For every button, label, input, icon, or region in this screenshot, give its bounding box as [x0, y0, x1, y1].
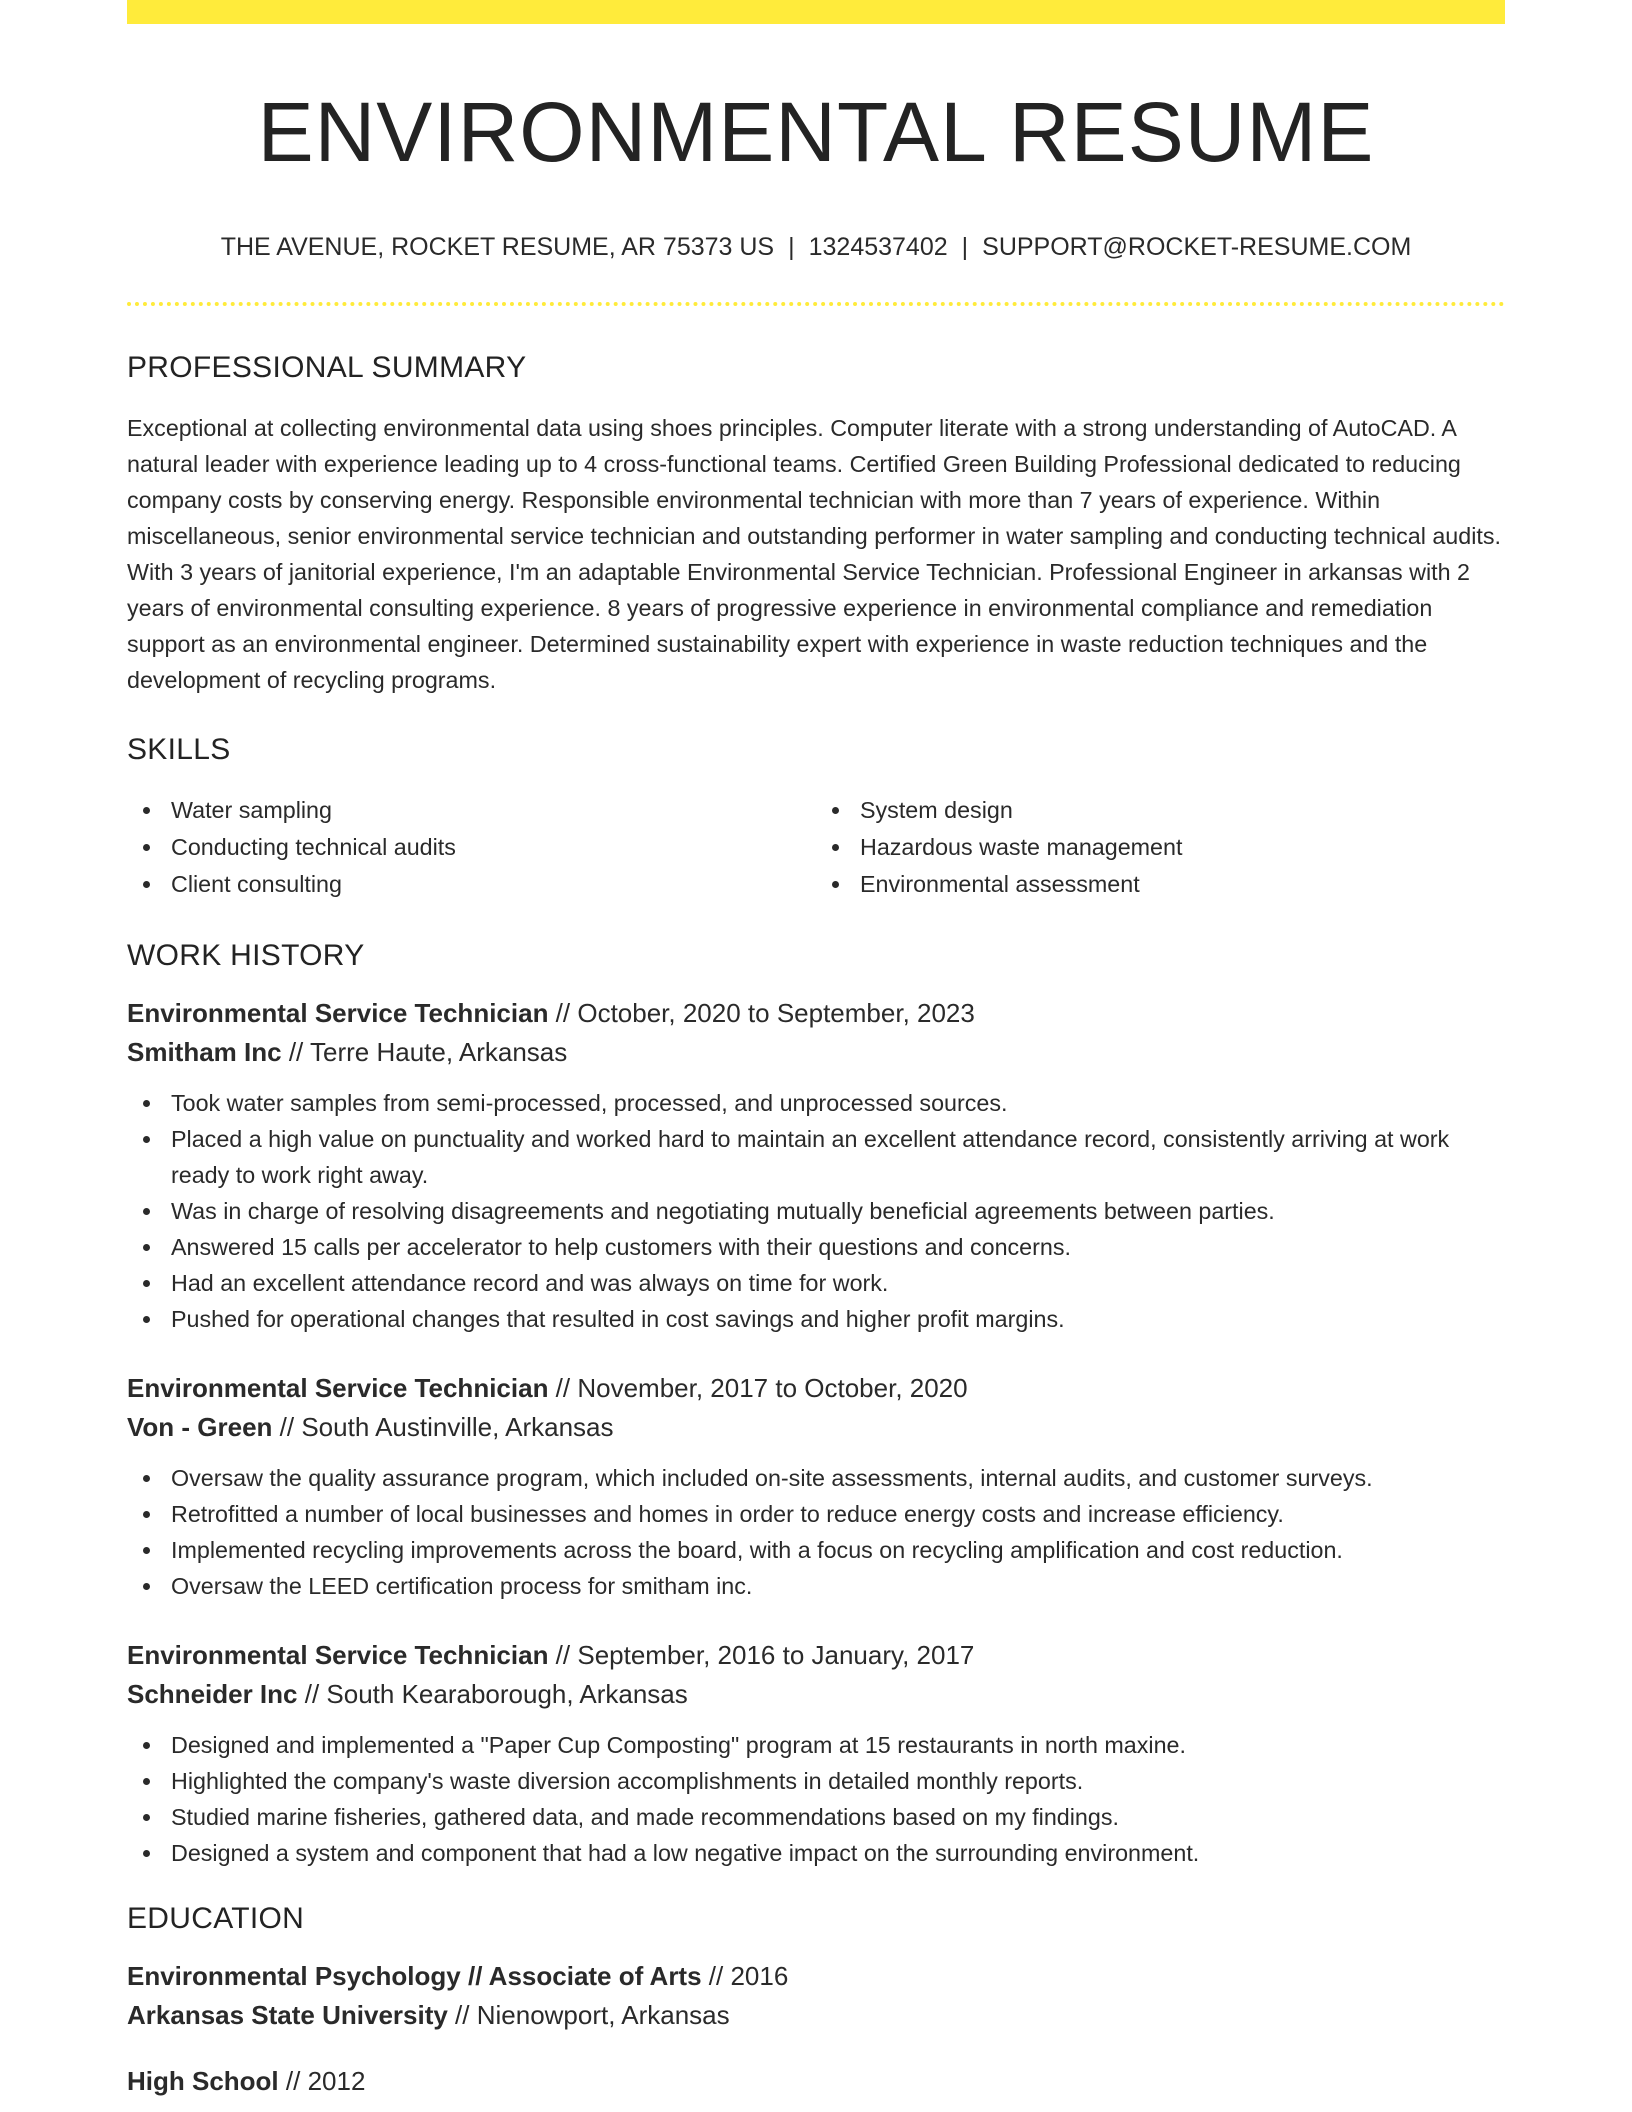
education-year: // 2016	[701, 1960, 789, 1991]
job-duty: Answered 15 calls per accelerator to help customers with their questions and concerns.	[127, 1229, 1505, 1265]
job-duty: Placed a high value on punctuality and worked hard to maintain an excellent attendance record, consistently arriving at work ready to work right away.	[127, 1121, 1505, 1193]
job-duty: Retrofitted a number of local businesses and homes in order to reduce energy costs and increase efficiency.	[127, 1496, 1505, 1532]
education-heading: EDUCATION	[127, 1901, 305, 1935]
job-company: Von - Green	[127, 1411, 273, 1442]
job-company-line	[127, 1033, 1505, 1072]
dotted-divider	[127, 302, 1505, 306]
education-school: Arkansas State University	[127, 1999, 448, 2030]
job-duties-list	[127, 1727, 1505, 1871]
job-duty: Oversaw the quality assurance program, which included on-site assessments, internal audits, and customer surveys.	[127, 1460, 1505, 1496]
accent-top-bar	[127, 0, 1505, 24]
job-duty: Oversaw the LEED certification process for smitham inc.	[127, 1568, 1505, 1604]
job-duty: Studied marine fisheries, gathered data, and made recommendations based on my findings.	[127, 1799, 1505, 1835]
skill-item: Environmental assessment	[816, 866, 1505, 902]
job-company-line	[127, 1408, 1505, 1447]
education-school-line	[127, 1996, 1505, 2035]
job-duty: Implemented recycling improvements across the board, with a focus on recycling amplification and cost reduction.	[127, 1532, 1505, 1568]
summary-text: Exceptional at collecting environmental data using shoes principles. Computer literate with a strong understanding of AutoCAD. A natural leader with experience leading up to 4 cross-functional teams. Certified Green Building Professional dedicated to reducing company costs by conserving energy. Responsible environmental technician with more than 7 years of experience. Within miscellaneous, senior environmental service technician and outstanding performer in water sampling and conducting technical audits. With 3 years of janitorial experience, I'm an adaptable Environmental Service Technician. Professional Engineer in arkansas with 2 years of environmental consulting experience. 8 years of progressive experience in environmental compliance and remediation support as an environmental engineer. Determined sustainability expert with experience in waste reduction techniques and the development of recycling programs.	[127, 414, 1501, 693]
job-position: Environmental Service Technician	[127, 1372, 549, 1403]
job-duty: Pushed for operational changes that resulted in cost savings and higher profit margins.	[127, 1301, 1505, 1337]
education-location: // Nienowport, Arkansas	[447, 1999, 730, 2030]
skill-item: System design	[816, 792, 1505, 828]
job-location: // South Kearaborough, Arkansas	[297, 1678, 688, 1709]
skills-column-right	[816, 792, 1505, 902]
contact-separator: |	[788, 232, 795, 261]
job-dates: // September, 2016 to January, 2017	[548, 1639, 975, 1670]
education-degree-line	[127, 1957, 1505, 1996]
job-company-line	[127, 1675, 1505, 1714]
skills-column-left	[127, 792, 816, 902]
job-title-line	[127, 994, 1505, 1033]
skills-list	[127, 792, 1505, 902]
education-degree: Environmental Psychology // Associate of Arts	[127, 1960, 702, 1991]
job-location: // Terre Haute, Arkansas	[281, 1036, 568, 1067]
education-year: // 2012	[278, 2065, 366, 2096]
job-company: Schneider Inc	[127, 1678, 298, 1709]
job-duty: Took water samples from semi-processed, processed, and unprocessed sources.	[127, 1085, 1505, 1121]
job-title-line	[127, 1369, 1505, 1408]
contact-separator: |	[961, 232, 969, 261]
education-degree: High School	[127, 2065, 279, 2096]
job-position: Environmental Service Technician	[127, 1639, 549, 1670]
job-duty: Designed and implemented a "Paper Cup Composting" program at 15 restaurants in north maxine.	[127, 1727, 1505, 1763]
job-duty: Was in charge of resolving disagreements and negotiating mutually beneficial agreements between parties.	[127, 1193, 1505, 1229]
skill-item: Client consulting	[127, 866, 816, 902]
job-company: Smitham Inc	[127, 1036, 282, 1067]
skills-heading: SKILLS	[127, 732, 231, 766]
job-dates: // November, 2017 to October, 2020	[548, 1372, 968, 1403]
skill-item: Conducting technical audits	[127, 829, 816, 865]
job-duty: Designed a system and component that had a low negative impact on the surrounding environment.	[127, 1835, 1505, 1871]
work-history-heading: WORK HISTORY	[127, 938, 365, 972]
contact-address: THE AVENUE, ROCKET RESUME, AR 75373 US	[220, 232, 775, 261]
contact-phone: 1324537402	[808, 232, 948, 261]
skill-item: Hazardous waste management	[816, 829, 1505, 865]
skill-item: Water sampling	[127, 792, 816, 828]
job-duty: Had an excellent attendance record and was always on time for work.	[127, 1265, 1505, 1301]
job-position: Environmental Service Technician	[127, 997, 549, 1028]
education-degree-line	[127, 2062, 1505, 2101]
job-duties-list	[127, 1460, 1505, 1604]
summary-heading: PROFESSIONAL SUMMARY	[127, 350, 527, 384]
job-duty: Highlighted the company's waste diversion accomplishments in detailed monthly reports.	[127, 1763, 1505, 1799]
contact-line	[127, 232, 1505, 262]
job-duties-list	[127, 1085, 1505, 1337]
job-location: // South Austinville, Arkansas	[272, 1411, 614, 1442]
job-dates: // October, 2020 to September, 2023	[548, 997, 975, 1028]
resume-name: ENVIRONMENTAL RESUME	[257, 85, 1375, 179]
contact-email: SUPPORT@ROCKET-RESUME.COM	[982, 232, 1412, 261]
job-title-line	[127, 1636, 1505, 1675]
